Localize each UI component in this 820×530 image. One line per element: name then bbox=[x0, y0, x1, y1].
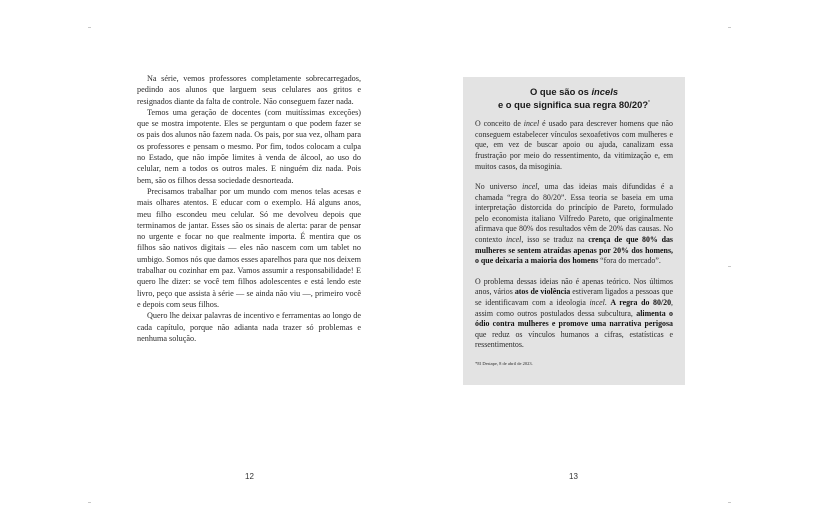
paragraph: Precisamos trabalhar por um mundo com menos telas acesas e mais olhares atentos. E educar com o exemplo. Há alguns anos, meu filho escondeu meu celular. Só me devolveu depois que terminamos de jantar. Esses são os sinais de alerta: parar de pensar no urgente e focar no que realmente importa. É mentira que os filhos são nativos digitais — eles não nascem com um tablet no umbigo. Somos nós que damos esses aparelhos para que nos deixem trabalhar ou cozinhar em paz. Vamos assumir a responsabilidade! E quero lhe dizer: se você tem filhos adolescentes e está lendo este livro, peço que assista à série — se ainda não viu —, primeiro você e depois com seus filhos. bbox=[137, 186, 361, 309]
paragraph: Quero lhe deixar palavras de incentivo e ferramentas ao longo de cada capítulo, porque não adianta nada trazer só problemas e nenhuma solução. bbox=[137, 311, 361, 343]
box-title bbox=[475, 86, 673, 110]
box-footnote: *El Destape, 8 de abril de 2023. bbox=[475, 361, 533, 366]
box-paragraph-3: O problema dessas ideias não é apenas teórico. Nos últimos anos, vários atos de violência estiveram ligados a pessoas que se identificavam com a ideologia incel. A regra do 80/20, assim como outros postulados dessa subcultura, alimenta o ódio contra mulheres e promove uma narrativa perigosa que reduz os vínculos humanos a cifras, estatísticas e ressentimentos. bbox=[475, 276, 674, 350]
footnote-mark: * bbox=[648, 99, 650, 106]
paragraph: Na série, vemos professores completamente sobrecarregados, pedindo aos alunos que larguem seus celulares aos gritos e resignados diante da falta de controle. Não conseguem fazer nada. bbox=[137, 74, 361, 106]
crop-mark bbox=[728, 502, 731, 503]
crop-mark bbox=[728, 27, 731, 28]
crop-mark bbox=[88, 27, 91, 28]
page-number-left: 12 bbox=[245, 472, 254, 481]
sidebar-box-content bbox=[475, 86, 673, 372]
page-number-right: 13 bbox=[569, 472, 578, 481]
box-title-emphasis: incels bbox=[591, 86, 619, 97]
box-paragraph-2: No universo incel, uma das ideias mais difundidas é a chamada “regra do 80/20”. Essa teoria se baseia em uma interpretação distorcida do princípio de Pareto, formulado pelo economista italiano Vilfredo Pareto, que originalmente afirmava que 80% dos resultados vêm de 20% das causas. No contexto incel, isso se traduz na crença de que 80% das mulheres se sentem atraídas apenas por 20% dos homens, o que deixaria a maioria dos homens “fora do mercado”. bbox=[475, 182, 674, 266]
sidebar-box bbox=[463, 77, 685, 385]
crop-mark bbox=[728, 266, 731, 267]
box-title-text: e o que significa sua regra 80/20? bbox=[497, 98, 649, 110]
left-body-text bbox=[137, 73, 361, 344]
box-paragraph-1: O conceito de incel é usado para descrever homens que não conseguem estabelecer vínculos sexoafetivos com mulheres e que, em vez de buscar apoio ou ajuda, canalizam essa frustração por meio do ressentimento, da vitimização e, em muitos casos, da misoginia. bbox=[475, 119, 673, 171]
paragraph: Temos uma geração de docentes (com muitíssimas exceções) que se mostra impotente. Eles se perguntam o que podem fazer se os pais dos alunos não fazem nada. Os pais, por sua vez, olham para os professores e pensam o mesmo. Por fim, todos colocam a culpa no Estado, que não impõe limites à venda de álcool, ao uso do celular, nem a todos os outros males. E ninguém diz nada. Pois bem, são os filhos dessa sociedade desnorteada. bbox=[137, 107, 361, 185]
box-title-text: O que são os bbox=[529, 86, 592, 97]
crop-mark bbox=[88, 502, 91, 503]
